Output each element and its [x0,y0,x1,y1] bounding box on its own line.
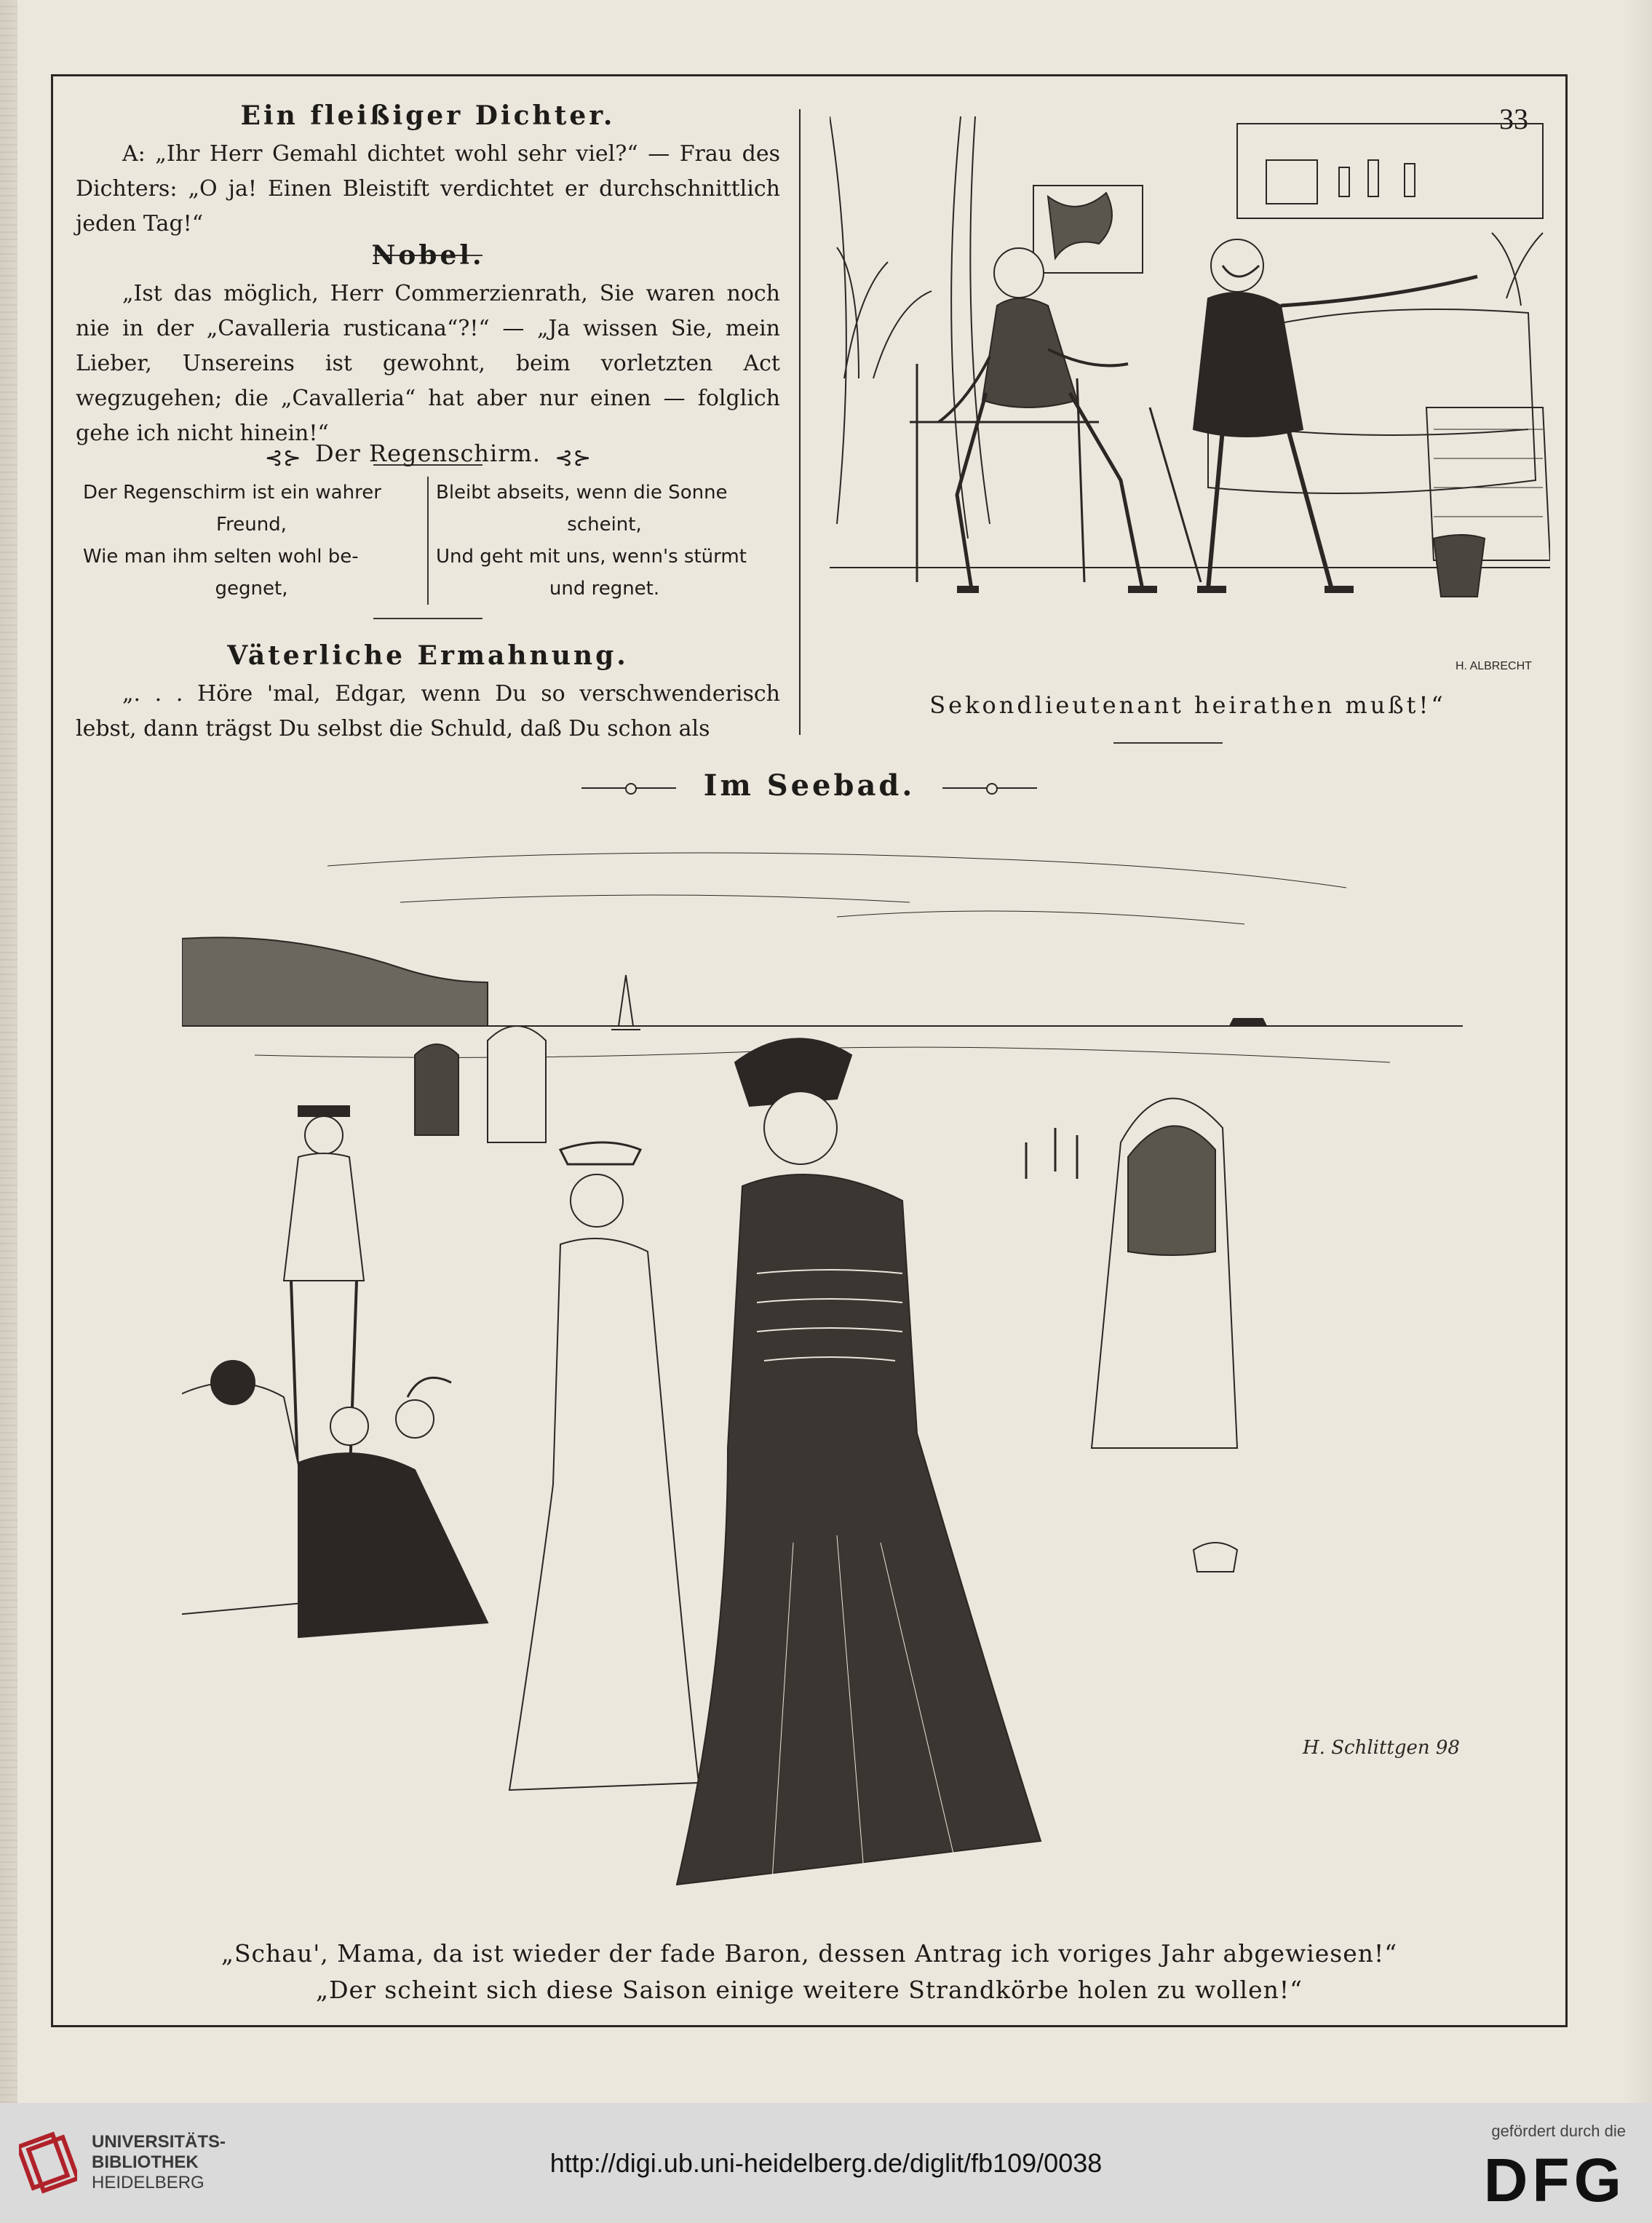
flourish-icon [942,787,1037,789]
verse-line: gegnet, [215,578,288,600]
previous-page-edge [0,0,17,2103]
officers-illustration [830,116,1550,677]
caption-line: „Schau', Mama, da ist wieder der fade Baron, dessen Antrag ich voriges Jahr abgewiesen!“ [221,1939,1398,1968]
document-url-link[interactable]: http://digi.ub.uni-heidelberg.de/diglit/fb109/0038 [549,2148,1103,2178]
flourish-icon [581,787,676,789]
verse-line: und regnet. [549,578,660,600]
verse-line: Wie man ihm selten wohl be- [83,546,359,568]
divider-rule [373,618,483,619]
article-text: „Ist das möglich, Herr Commerzienrath, Sie waren noch nie in der „Cavalleria rusticana“?!“ — „Ja wissen Sie, mein Lieber, Unsereins ist gewohnt, beim vorletzten Act wegzugehen; die „Cavalleria“ hat aber nur einen — folglich gehe ich nicht hinein!“ [76,281,780,446]
beach-title: Im Seebad. [703,768,916,803]
article-text: „. . . Höre 'mal, Edgar, wenn Du so verschwenderisch lebst, dann trägst Du selbst die Schuld, daß Du schon als [76,681,780,741]
verse-line: Freund, [216,514,287,536]
beach-title-row [51,768,1568,803]
caption-line: „Der scheint sich diese Saison einige weitere Strandkörbe holen zu wollen!“ [315,1976,1303,2004]
dfg-logo[interactable]: DFG [1483,2146,1626,2214]
beach-illustration [182,822,1463,1906]
poem-column-right [429,477,780,605]
funded-by-label: gefördert durch die [1491,2122,1626,2140]
article-title: Ein fleißiger Dichter. [240,100,616,131]
beach-signature: H. Schlittgen 98 [1303,1737,1460,1759]
library-name-line: HEIDELBERG [92,2173,204,2192]
flourish-icon: ⊰⊱ [264,445,301,471]
officers-drawing [830,116,1550,677]
poem-title: Der Regenschirm. [314,440,541,467]
article-fatherly [76,640,780,747]
poem-body [76,477,780,605]
flourish-icon: ⊰⊱ [555,445,592,471]
officers-caption: Sekondlieutenant heirathen mußt!“ [929,691,1446,719]
article-poet [76,100,780,256]
divider-rule [1113,742,1223,744]
officers-signature: H. ALBRECHT [1456,660,1532,672]
library-name-line: UNIVERSITÄTS- [92,2132,226,2152]
article-umbrella [76,440,780,619]
verse-line: scheint, [567,514,642,536]
beach-caption [51,1936,1568,2008]
article-nobel [76,240,780,466]
beach-drawing [182,822,1463,1906]
verse-line: Bleibt abseits, wenn die Sonne [436,482,728,504]
article-title: Väterliche Ermahnung. [227,640,629,671]
article-title: Nobel. [371,240,485,271]
verse-line: Der Regenschirm ist ein wahrer [83,482,381,504]
page-number: 33 [1499,103,1528,135]
article-text: A: „Ihr Herr Gemahl dichtet wohl sehr viel?“ — Frau des Dichters: „O ja! Einen Bleistift verdichtet er durchschnittlich jeden Tag!“ [76,141,780,236]
library-name-line: BIBLIOTHEK [92,2152,199,2172]
column-divider [799,109,801,735]
footer-bar [0,2103,1652,2223]
poem-heading [76,440,780,471]
verse-line: Und geht mit uns, wenn's stürmt [436,546,747,568]
poem-column-left [76,477,429,605]
